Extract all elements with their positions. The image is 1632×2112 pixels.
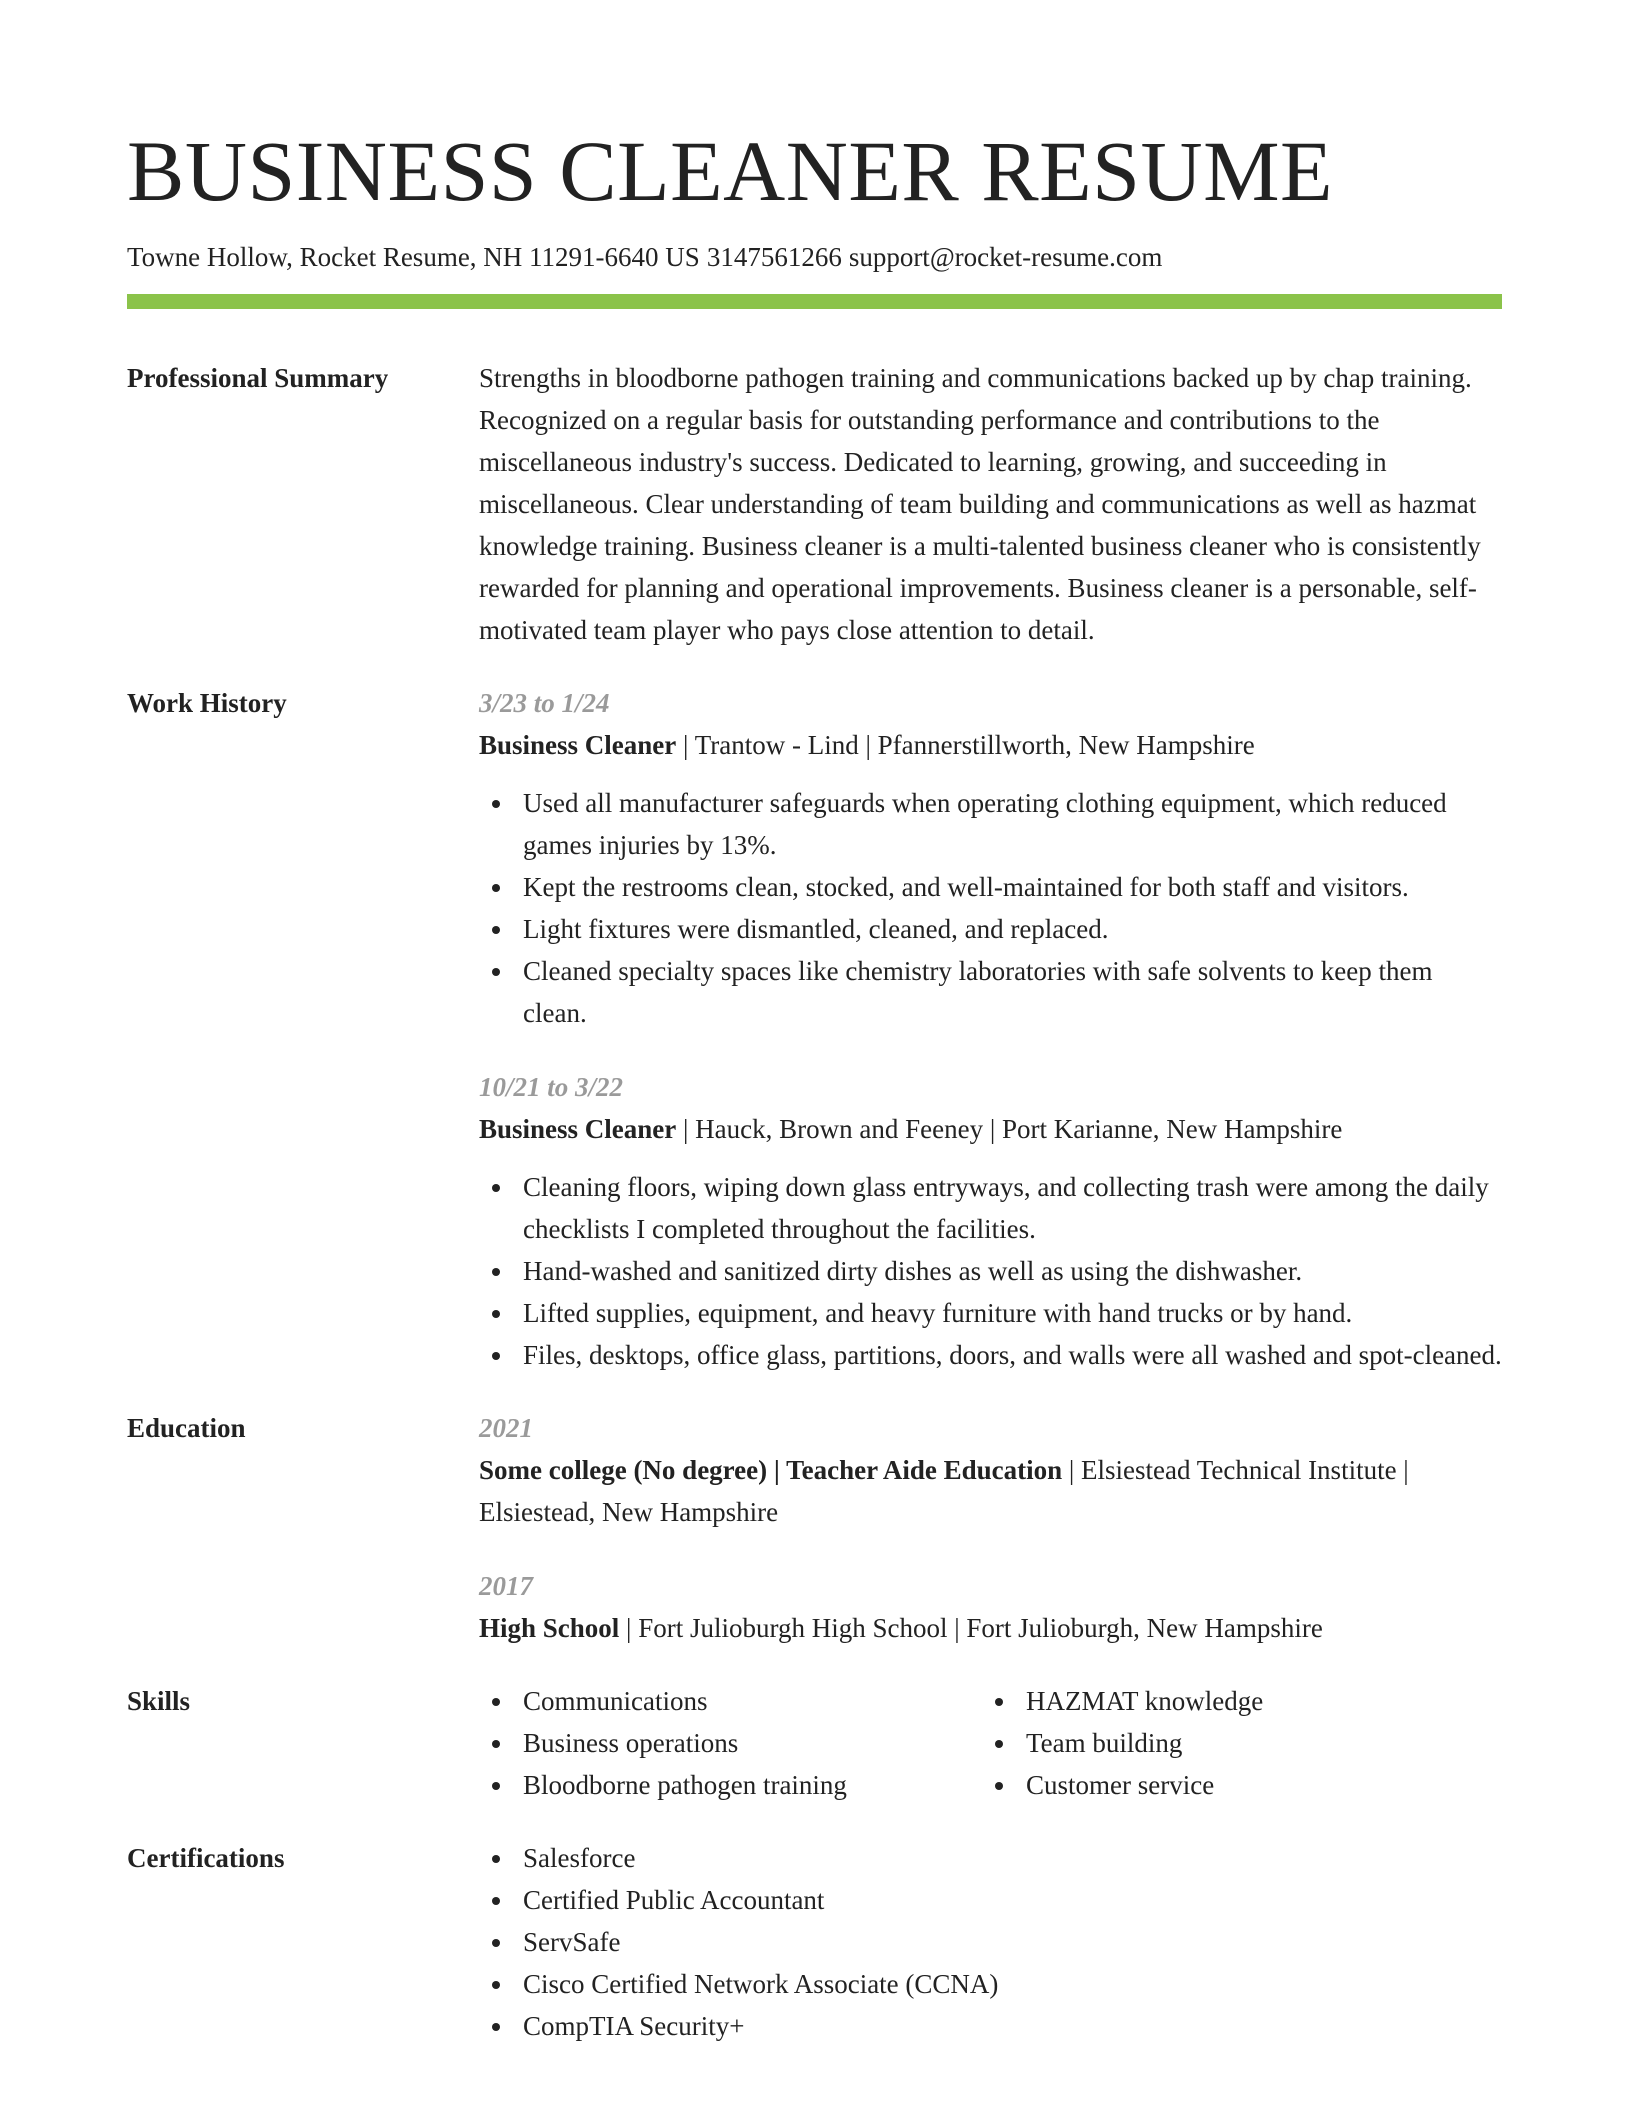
header-divider xyxy=(127,294,1502,309)
education-degree: High School xyxy=(479,1613,620,1643)
skills-section xyxy=(127,1680,1502,1806)
contact-address: Towne Hollow, Rocket Resume, NH 11291-6640 US xyxy=(127,242,700,272)
job-duty: Hand-washed and sanitized dirty dishes as well as using the dishwasher. xyxy=(479,1250,1502,1292)
education-details: | Elsiestead Technical Institute | Elsiestead, New Hampshire xyxy=(479,1455,1409,1527)
job-heading xyxy=(479,724,1502,766)
job-details: | Hauck, Brown and Feeney | Port Karianne, New Hampshire xyxy=(676,1114,1343,1144)
skill-item: Customer service xyxy=(982,1764,1485,1806)
work-history-body xyxy=(479,682,1502,1376)
job-heading xyxy=(479,1108,1502,1150)
job-details: | Trantow - Lind | Pfannerstillworth, New Hampshire xyxy=(676,730,1255,760)
section-title-education: Education xyxy=(127,1413,246,1443)
section-title-work-history: Work History xyxy=(127,688,287,718)
education-details: | Fort Julioburgh High School | Fort Julioburgh, New Hampshire xyxy=(619,1613,1323,1643)
section-title-certifications: Certifications xyxy=(127,1843,285,1873)
education-heading xyxy=(479,1449,1502,1533)
education-entry xyxy=(479,1407,1502,1533)
education-body xyxy=(479,1407,1502,1649)
skill-item: HAZMAT knowledge xyxy=(982,1680,1485,1722)
contact-line xyxy=(127,240,1502,274)
skills-list-left xyxy=(479,1680,982,1806)
job-duty: Light fixtures were dismantled, cleaned, and replaced. xyxy=(479,908,1502,950)
section-title-summary: Professional Summary xyxy=(127,363,389,393)
certifications-list xyxy=(479,1837,1502,2047)
job-duty: Used all manufacturer safeguards when operating clothing equipment, which reduced games injuries by 13%. xyxy=(479,782,1502,866)
education-heading xyxy=(479,1607,1502,1649)
education-year: 2017 xyxy=(479,1571,533,1601)
education-year: 2021 xyxy=(479,1413,533,1443)
certification-item: Cisco Certified Network Associate (CCNA) xyxy=(479,1963,1502,2005)
job-duty: Lifted supplies, equipment, and heavy furniture with hand trucks or by hand. xyxy=(479,1292,1502,1334)
job-entry xyxy=(479,1066,1502,1376)
skill-item: Business operations xyxy=(479,1722,982,1764)
job-dates: 3/23 to 1/24 xyxy=(479,688,610,718)
education-entry xyxy=(479,1565,1502,1649)
education-degree: Some college (No degree) | Teacher Aide Education xyxy=(479,1455,1063,1485)
certification-item: Certified Public Accountant xyxy=(479,1879,1502,1921)
job-position: Business Cleaner xyxy=(479,730,677,760)
resume-title: BUSINESS CLEANER RESUME xyxy=(127,123,1334,219)
certifications-body xyxy=(479,1837,1502,2047)
skill-item: Communications xyxy=(479,1680,982,1722)
education-section xyxy=(127,1407,1502,1649)
work-history-section xyxy=(127,682,1502,1376)
job-duty: Kept the restrooms clean, stocked, and well-maintained for both staff and visitors. xyxy=(479,866,1502,908)
summary-section xyxy=(127,357,1502,651)
certifications-section xyxy=(127,1837,1502,2047)
job-position: Business Cleaner xyxy=(479,1114,677,1144)
resume-page xyxy=(127,0,1502,2047)
skill-item: Bloodborne pathogen training xyxy=(479,1764,982,1806)
job-duty: Cleaning floors, wiping down glass entryways, and collecting trash were among the daily checklists I completed throughout the facilities. xyxy=(479,1166,1502,1250)
contact-phone: 3147561266 xyxy=(706,242,842,272)
job-duty: Cleaned specialty spaces like chemistry laboratories with safe solvents to keep them clean. xyxy=(479,950,1502,1034)
certification-item: ServSafe xyxy=(479,1921,1502,1963)
summary-text: Strengths in bloodborne pathogen training and communications backed up by chap training. Recognized on a regular basis for outstanding performance and contributions to the miscellaneous industry's success. Dedicated to learning, growing, and succeeding in miscellaneous. Clear understanding of team building and communications as well as hazmat knowledge training. Business cleaner is a multi-talented business cleaner who is consistently rewarded for planning and operational improvements. Business cleaner is a personable, self-motivated team player who pays close attention to detail. xyxy=(479,363,1481,645)
job-duties-list xyxy=(479,782,1502,1034)
job-dates: 10/21 to 3/22 xyxy=(479,1072,624,1102)
skills-list-right xyxy=(982,1680,1485,1806)
job-duty: Files, desktops, office glass, partitions, doors, and walls were all washed and spot-cleaned. xyxy=(479,1334,1502,1376)
section-title-skills: Skills xyxy=(127,1686,191,1716)
job-entry xyxy=(479,682,1502,1034)
skills-body xyxy=(479,1680,1502,1806)
job-duties-list xyxy=(479,1166,1502,1376)
contact-email: support@rocket-resume.com xyxy=(848,242,1163,272)
certification-item: CompTIA Security+ xyxy=(479,2005,1502,2047)
skill-item: Team building xyxy=(982,1722,1485,1764)
certification-item: Salesforce xyxy=(479,1837,1502,1879)
